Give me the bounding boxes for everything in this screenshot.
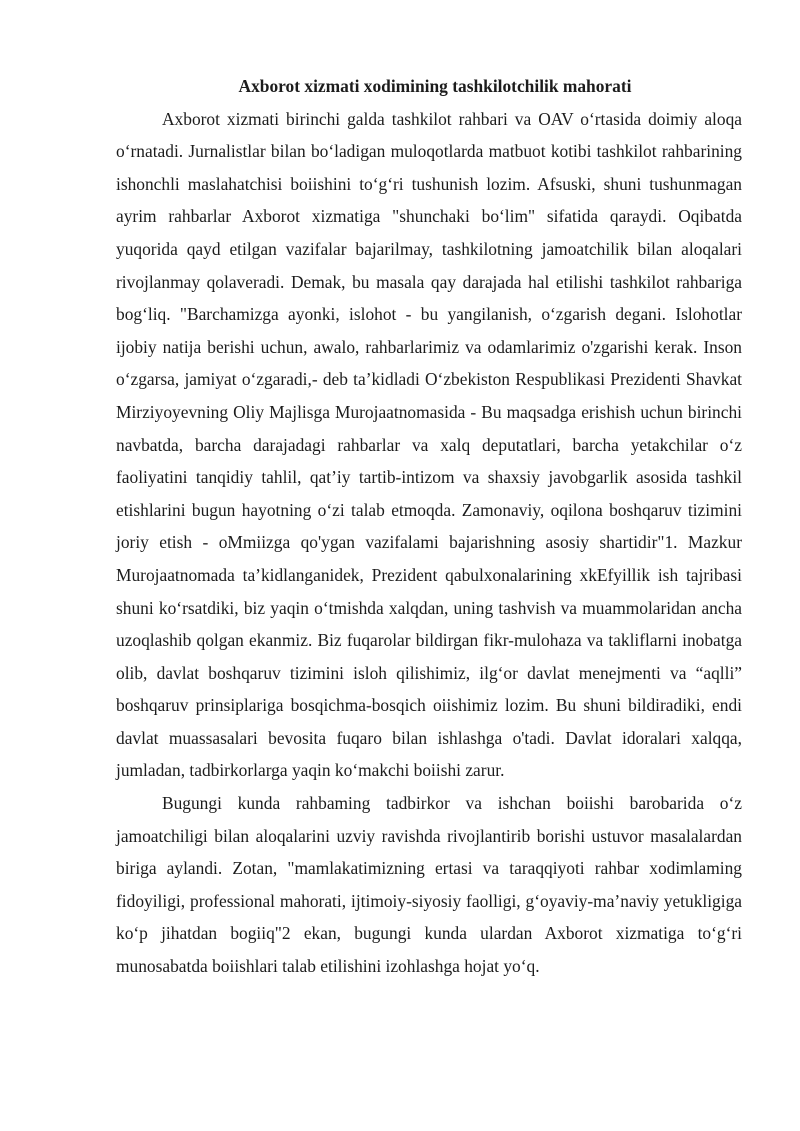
- document-title: Axborot xizmati xodimining tashkilotchilik mahorati: [238, 76, 632, 96]
- document-page: [116, 70, 742, 983]
- paragraph-1: Axborot xizmati birinchi galda tashkilot rahbari va OAV o‘rtasida doimiy aloqa o‘rnatadi. Jurnalistlar bilan bo‘ladigan muloqotlarda matbuot kotibi tashkilot rahbarining ishonchli maslahatchisi boiishini to‘g‘ri tushunish lozim. Afsuski, shuni tushunmagan ayrim rahbarlar Axborot xizmatiga "shunchaki bo‘lim" sifatida qaraydi. Oqibatda yuqorida qayd etilgan vazifalar bajarilmay, tashkilotning jamoatchilik bilan aloqalari rivojlanmay qolaveradi. Demak, bu masala qay darajada hal etilishi tashkilot rahbariga bog‘liq. "Barchamizga ayonki, islohot - bu yangilanish, o‘zgarish degani. Islohotlar ijobiy natija berishi uchun, awalo, rahbarlarimiz va odamlarimiz o'zgarishi kerak. Inson o‘zgarsa, jamiyat o‘zgaradi,- deb ta’kidladi O‘zbekiston Respublikasi Prezidenti Shavkat Mirziyoyevning Oliy Majlisga Murojaatnomasida - Bu maqsadga erishish uchun birinchi navbatda, barcha darajadagi rahbarlar va xalq deputatlari, barcha yetakchilar o‘z faoliyatini tanqidiy tahlil, qat’iy tartib-intizom va shaxsiy javobgarlik asosida tashkil etishlarini bugun hayotning o‘zi talab etmoqda. Zamonaviy, oqilona boshqaruv tizimini joriy etish - oMmiizga qo'ygan vazifalami bajarishning asosiy shartidir"1. Mazkur Murojaatnomada ta’kidlanganidek, Prezident qabulxonalarining xkEfyillik ish tajribasi shuni ko‘rsatdiki, biz yaqin o‘tmishda xalqdan, uning tashvish va muammolaridan ancha uzoqlashib qolgan ekanmiz. Biz fuqarolar bildirgan fikr-mulohaza va takliflarni inobatga olib, davlat boshqaruv tizimini isloh qilishimiz, ilg‘or davlat menejmenti va “aqlli” boshqaruv prinsiplariga bosqichma-bosqich oiishimiz lozim. Bu shuni bildiradiki, endi davlat muassasalari bevosita fuqaro bilan ishlashga o'tadi. Davlat idoralari xalqqa, jumladan, tadbirkorlarga yaqin ko‘makchi boiishi zarur.: [116, 108, 742, 781]
- paragraph-2: Bugungi kunda rahbaming tadbirkor va ishchan boiishi barobarida o‘z jamoatchiligi bilan aloqalarini uzviy ravishda rivojlantirib borishi ustuvor masalalardan biriga aylandi. Zotan, "mamlakatimizning ertasi va taraqqiyoti rahbar xodimlaming fidoyiligi, professional mahorati, ijtimoiy-siyosiy faolligi, g‘oyaviy-ma’naviy yetukligiga ko‘p jihatdan bogiiq"2 ekan, bugungi kunda ulardan Axborot xizmatiga to‘g‘ri munosabatda boiishlari talab etilishini izohlashga hojat yo‘q.: [116, 793, 742, 977]
